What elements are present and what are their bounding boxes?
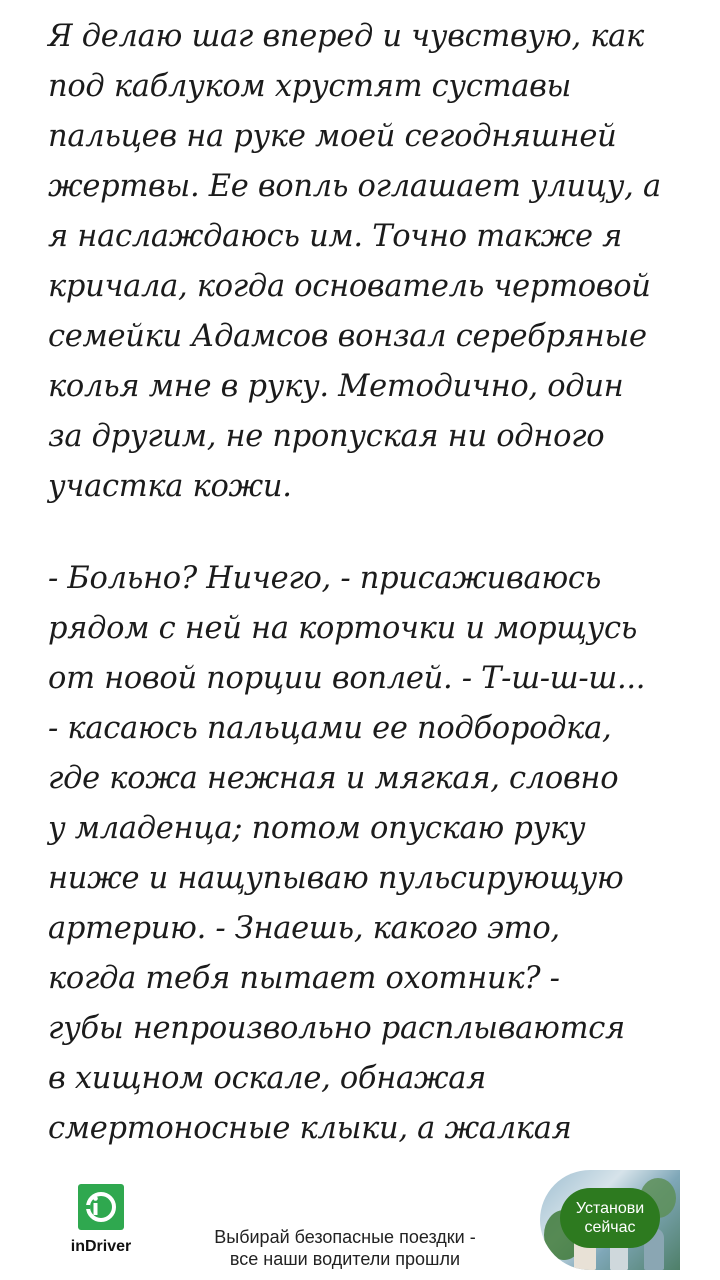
cta-label-line: Установи xyxy=(575,1200,645,1217)
paragraph xyxy=(48,12,661,512)
text-line: участка кожи. xyxy=(48,469,292,504)
text-line: смертоносные клыки, а жалкая xyxy=(48,1111,572,1146)
text-line: за другим, не пропуская ни одного xyxy=(48,419,605,454)
text-line: я наслаждаюсь им. Точно также я xyxy=(48,219,623,254)
text-line: пальцев на руке моей сегодняшней xyxy=(48,119,617,154)
install-now-button[interactable] xyxy=(560,1188,660,1248)
paragraph xyxy=(48,554,645,1154)
text-line: под каблуком хрустят суставы xyxy=(48,69,572,104)
text-line: в хищном оскале, обнажая xyxy=(48,1061,487,1096)
text-line: Я делаю шаг вперед и чувствую, как xyxy=(48,19,644,54)
ad-brand-name: inDriver xyxy=(70,1238,132,1255)
text-line: ниже и нащупываю пульсирующую xyxy=(48,861,624,896)
indriver-logo-icon[interactable] xyxy=(78,1184,124,1230)
text-line: семейки Адамсов вонзал серебряные xyxy=(48,319,647,354)
ad-text-line: все наши водители прошли xyxy=(229,1249,461,1269)
ad-text-line: Выбирай безопасные поездки - xyxy=(214,1227,476,1247)
text-line: губы непроизвольно расплываются xyxy=(48,1011,625,1046)
ad-text[interactable] xyxy=(180,1226,510,1270)
text-line: у младенца; потом опускаю руку xyxy=(48,811,586,846)
text-line: рядом с ней на корточки и морщусь xyxy=(48,611,638,646)
text-line: артерию. - Знаешь, какого это, xyxy=(48,911,560,946)
ad-banner[interactable] xyxy=(0,1160,720,1280)
text-line: где кожа нежная и мягкая, словно xyxy=(48,761,619,796)
text-line: когда тебя пытает охотник? - xyxy=(48,961,560,996)
text-line: жертвы. Ее вопль оглашает улицу, а xyxy=(48,169,661,204)
text-line: кричала, когда основатель чертовой xyxy=(48,269,651,304)
text-line: от новой порции воплей. - Т-ш-ш-ш... xyxy=(48,661,646,696)
cta-label-line: сейчас xyxy=(584,1219,636,1236)
text-line: - касаюсь пальцами ее подбородка, xyxy=(48,711,612,746)
text-line: - Больно? Ничего, - присаживаюсь xyxy=(48,561,601,596)
text-line: колья мне в руку. Методично, один xyxy=(48,369,624,404)
